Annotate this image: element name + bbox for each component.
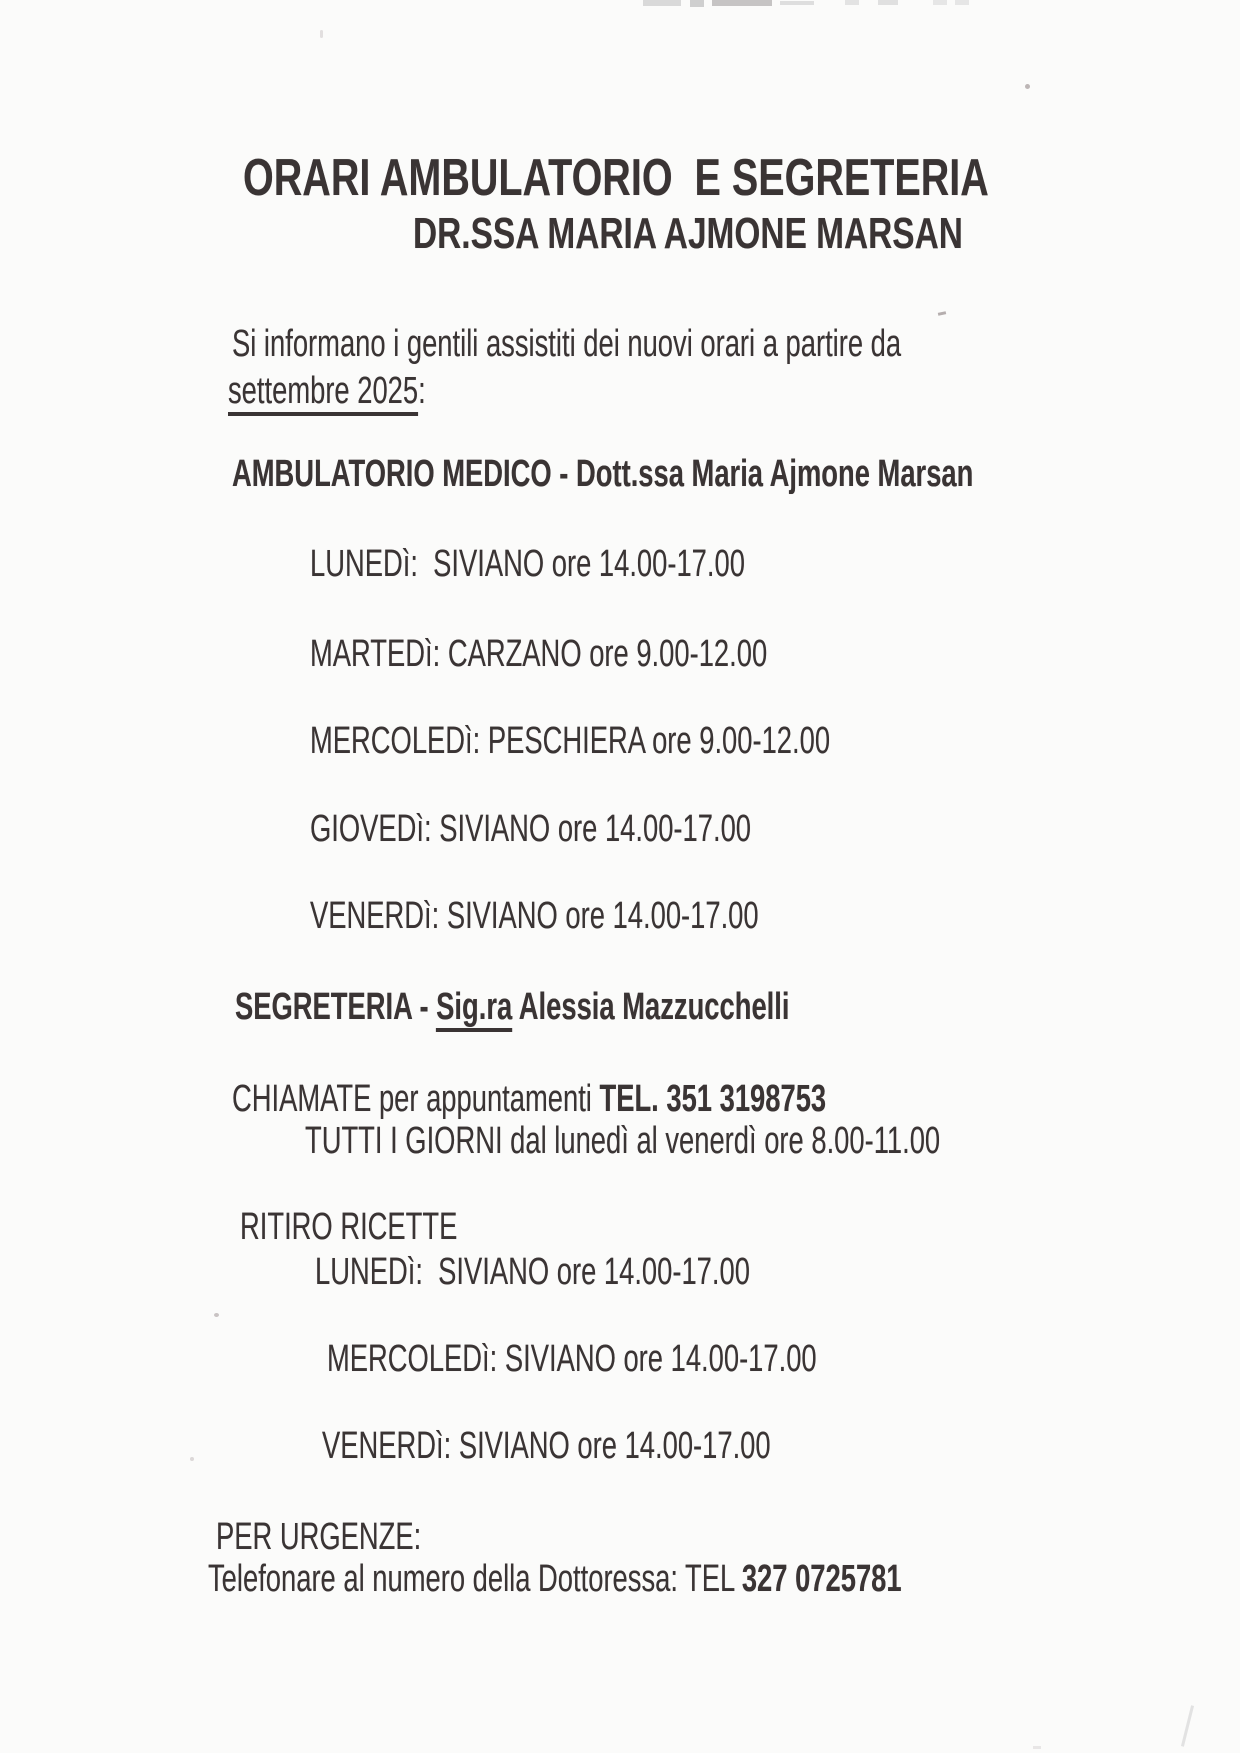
scan-streak: [1181, 1705, 1194, 1746]
effective-date-colon: :: [418, 370, 426, 412]
urgenze-heading: PER URGENZE:: [216, 1516, 422, 1558]
scan-dot: [938, 311, 946, 316]
ritiro-ricette-heading: RITIRO RICETTE: [240, 1206, 458, 1248]
segreteria-heading-underlined: Sig.ra: [436, 986, 512, 1032]
scan-smudge: [878, 0, 898, 5]
page-title-line1: ORARI AMBULATORIO E SEGRETERIA: [243, 149, 989, 207]
urgenze-phone-number: 327 0725781: [741, 1558, 902, 1600]
intro-effective-date: [228, 370, 426, 413]
ritiro-schedule-mercoledi: MERCOLEDì: SIVIANO ore 14.00-17.00: [327, 1338, 817, 1380]
ambulatorio-schedule-lunedi: LUNEDì: SIVIANO ore 14.00-17.00: [310, 543, 745, 585]
scan-dot: [1033, 1746, 1041, 1749]
scan-dot: [320, 30, 323, 38]
chiamate-phone-number: TEL. 351 3198753: [599, 1078, 827, 1120]
scan-smudge: [955, 0, 969, 5]
segreteria-chiamate-line: [232, 1078, 826, 1121]
ambulatorio-schedule-mercoledi: MERCOLEDì: PESCHIERA ore 9.00-12.00: [310, 720, 831, 762]
scan-dot: [190, 1457, 194, 1461]
scan-smudge: [712, 0, 772, 6]
chiamate-text: CHIAMATE per appuntamenti: [232, 1078, 600, 1120]
ritiro-schedule-lunedi: LUNEDì: SIVIANO ore 14.00-17.00: [315, 1251, 750, 1293]
ritiro-schedule-venerdi: VENERDì: SIVIANO ore 14.00-17.00: [322, 1425, 771, 1467]
ambulatorio-schedule-martedi: MARTEDì: CARZANO ore 9.00-12.00: [310, 633, 768, 675]
urgenze-text: Telefonare al numero della Dottoressa: TEL: [208, 1558, 742, 1600]
ambulatorio-schedule-giovedi: GIOVEDì: SIVIANO ore 14.00-17.00: [310, 808, 752, 850]
scan-smudge: [933, 0, 947, 5]
urgenze-phone-line: [208, 1558, 902, 1601]
segreteria-orario-line: TUTTI I GIORNI dal lunedì al venerdì ore 8.00-11.00: [305, 1120, 941, 1162]
ambulatorio-schedule-venerdi: VENERDì: SIVIANO ore 14.00-17.00: [310, 895, 759, 937]
segreteria-heading: [235, 986, 789, 1029]
segreteria-heading-prefix: SEGRETERIA -: [235, 986, 437, 1028]
effective-date-underlined: settembre 2025: [228, 370, 418, 416]
scan-dot: [1025, 84, 1030, 89]
scan-smudge: [780, 1, 814, 5]
scan-smudge: [643, 0, 681, 6]
scan-smudge: [690, 0, 704, 7]
segreteria-heading-suffix: Alessia Mazzucchelli: [512, 986, 790, 1028]
page-title-line2: DR.SSA MARIA AJMONE MARSAN: [413, 209, 963, 258]
intro-text: Si informano i gentili assistiti dei nuovi orari a partire da: [232, 323, 902, 365]
scan-dot: [214, 1313, 219, 1317]
scan-smudge: [845, 0, 859, 5]
ambulatorio-heading: AMBULATORIO MEDICO - Dott.ssa Maria Ajmone Marsan: [232, 453, 974, 495]
